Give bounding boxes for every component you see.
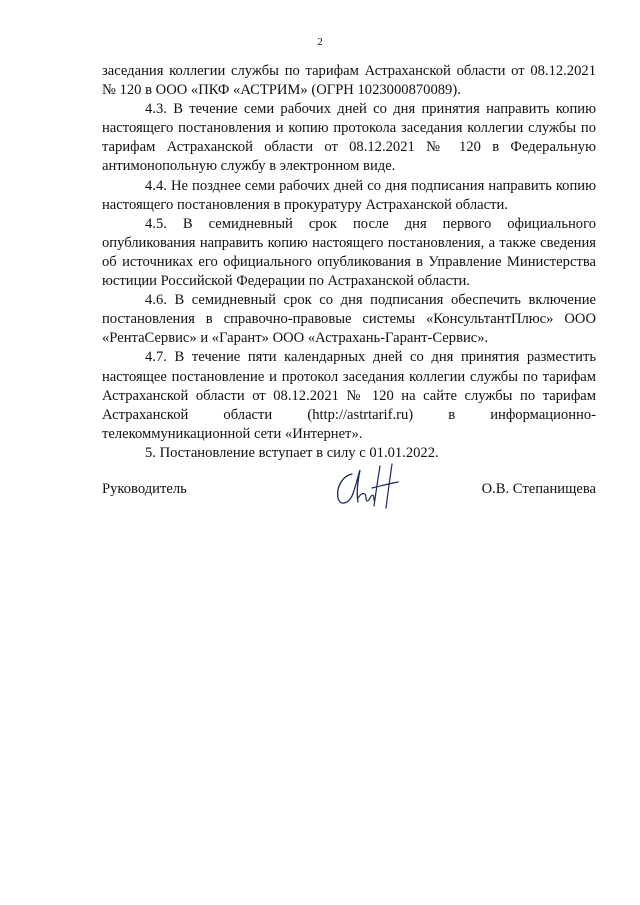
- signer-name: О.В. Степанищева: [481, 481, 596, 497]
- paragraph-continuation: заседания коллегии службы по тарифам Астраханской области от 08.12.2021 № 120 в ООО «ПКФ «АСТРИМ» (ОГРН 1023000870089).: [102, 63, 596, 99]
- signer-role: Руководитель: [102, 481, 187, 497]
- paragraph-4-6: 4.6. В семидневный срок со дня подписания обеспечить включение постановления в справочно-правовые системы «КонсультантПлюс» ООО «РентаСервис» и «Гарант» ООО «Астрахань-Гарант-Сервис».: [102, 292, 596, 347]
- handwritten-signature: [330, 462, 410, 512]
- paragraph-5: 5. Постановление вступает в силу с 01.01.2022.: [145, 444, 439, 461]
- paragraph-4-3: 4.3. В течение семи рабочих дней со дня принятия направить копию настоящего постановления и копию протокола заседания коллегии службы по тарифам Астраханской области от 08.12.2021 № 120 в Федеральную антимонопольную службу в электронном виде.: [102, 101, 596, 175]
- document-body: [102, 62, 596, 463]
- paragraph-4-5: 4.5. В семидневный срок после дня первого официального опубликования направить копию настоящего постановления, а также сведения об источниках его официального опубликования в Управление Министерства юстиции Российской Федерации по Астраханской области.: [102, 215, 596, 290]
- page-number: 2: [317, 36, 323, 48]
- paragraph-4-7: 4.7. В течение пяти календарных дней со дня принятия разместить настоящее постановление и протокол заседания коллегии службы по тарифам Астраханской области от 08.12.2021 № 120 на сайте службы по тарифам Астраханской области (http://astrtarif.ru) в информационно-телекоммуникационной сети «Интернет».: [102, 349, 596, 442]
- paragraph-4-4: 4.4. Не позднее семи рабочих дней со дня подписания направить копию настоящего постановления в прокуратуру Астраханской области.: [102, 177, 596, 213]
